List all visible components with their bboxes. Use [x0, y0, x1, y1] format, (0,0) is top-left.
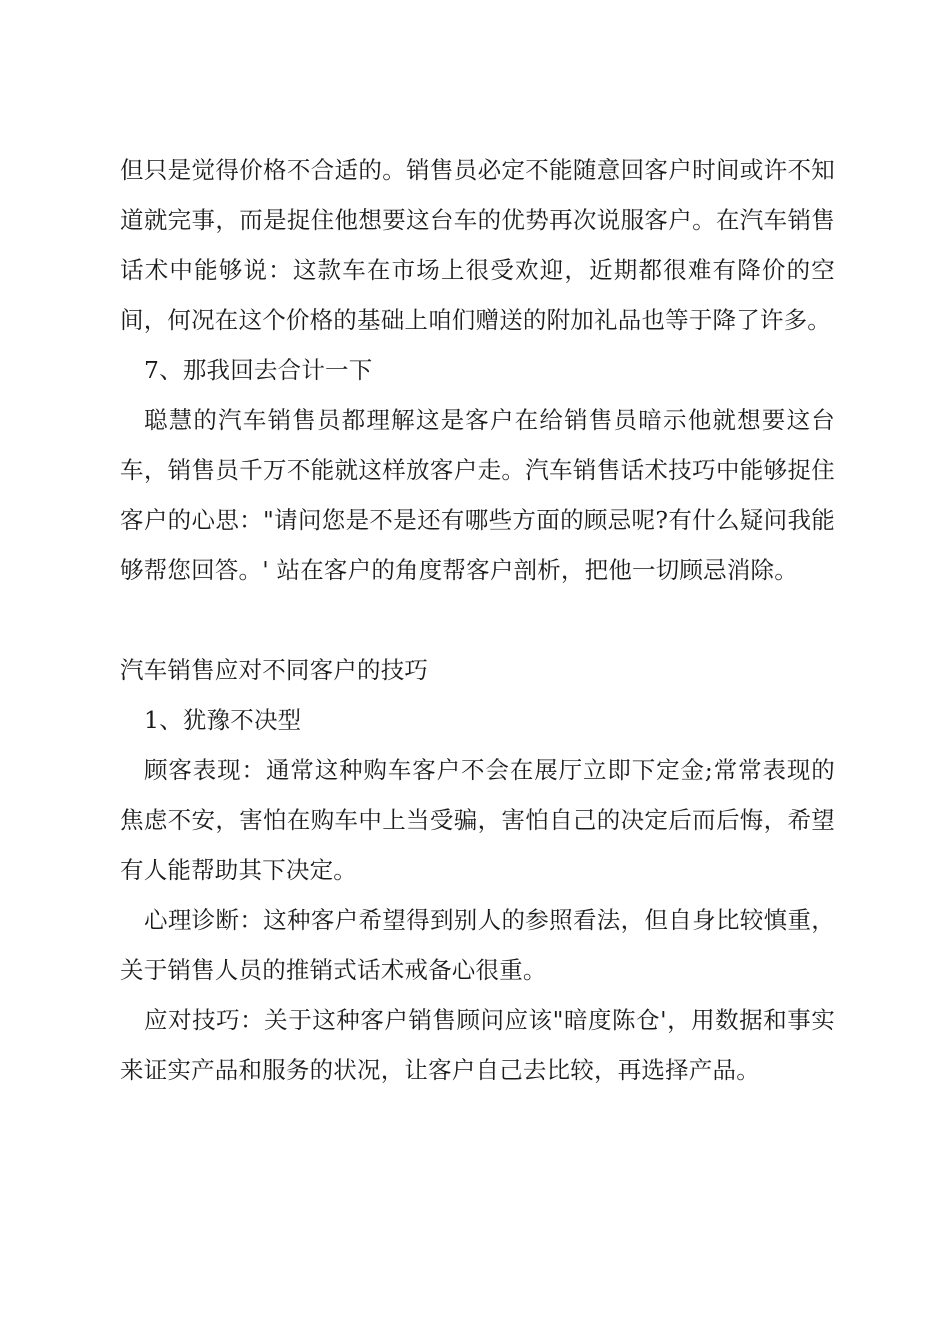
heading-item-1: 1、犹豫不决型	[144, 706, 302, 734]
document-page	[120, 145, 835, 1095]
heading-item-7: 7、那我回去合计一下	[144, 356, 373, 384]
section-title-customer-techniques: 汽车销售应对不同客户的技巧	[120, 656, 429, 684]
paragraph-smart-salesperson: 聪慧的汽车销售员都理解这是客户在给销售员暗示他就想要这台车，销售员千万不能就这样放客户走。汽车销售话术技巧中能够捉住客户的心思："请问您是不是还有哪些方面的顾忌呢?有什么疑问我能够帮您回答。' 站在客户的角度帮客户剖析，把他一切顾忌消除。	[120, 406, 835, 584]
paragraph-customer-behavior: 顾客表现：通常这种购车客户不会在展厅立即下定金;常常表现的焦虑不安，害怕在购车中上当受骗，害怕自己的决定后而后悔，希望有人能帮助其下决定。	[120, 756, 835, 884]
paragraph-psychological-diagnosis: 心理诊断：这种客户希望得到别人的参照看法，但自身比较慎重，关于销售人员的推销式话术戒备心很重。	[120, 906, 835, 984]
paragraph-coping-technique: 应对技巧：关于这种客户销售顾问应该"暗度陈仓'，用数据和事实来证实产品和服务的状况，让客户自己去比较，再选择产品。	[120, 1006, 835, 1084]
paragraph-price-objection: 但只是觉得价格不合适的。销售员必定不能随意回客户时间或许不知道就完事，而是捉住他想要这台车的优势再次说服客户。在汽车销售话术中能够说：这款车在市场上很受欢迎，近期都很难有降价的空间，何况在这个价格的基础上咱们赠送的附加礼品也等于降了许多。	[120, 156, 835, 334]
section-spacer	[120, 595, 835, 645]
